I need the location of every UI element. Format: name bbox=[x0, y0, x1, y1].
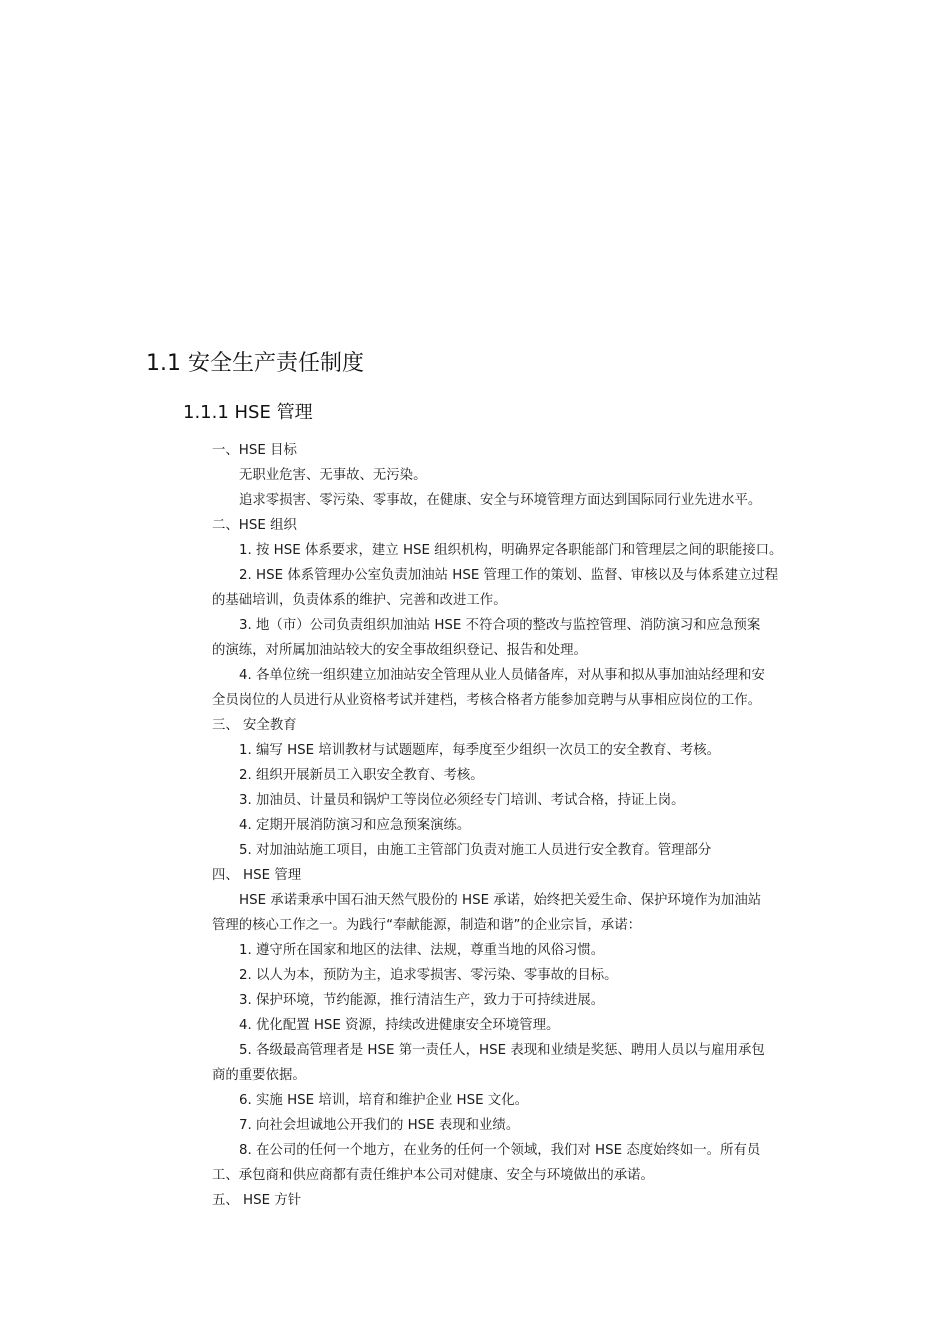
paragraph-line: 2. 以人为本，预防为主，追求零损害、零污染、零事故的目标。 bbox=[239, 968, 618, 983]
section-line: 的基础培训，负责体系的维护、完善和改进工作。 bbox=[212, 593, 507, 608]
section-line: 三、 安全教育 bbox=[212, 718, 297, 733]
paragraph-line: 4. 定期开展消防演习和应急预案演练。 bbox=[239, 818, 471, 833]
paragraph-line: 1. 遵守所在国家和地区的法律、法规，尊重当地的风俗习惯。 bbox=[239, 943, 605, 958]
paragraph-line: 1. 编写 HSE 培训教材与试题题库，每季度至少组织一次员工的安全教育、考核。 bbox=[239, 743, 721, 758]
section-line: 工、承包商和供应商都有责任维护本公司对健康、安全与环境做出的承诺。 bbox=[212, 1168, 654, 1183]
section-line: 商的重要依据。 bbox=[212, 1068, 306, 1083]
section-heading: 1.1 安全生产责任制度 bbox=[146, 351, 364, 376]
paragraph-line: 4. 各单位统一组织建立加油站安全管理从业人员储备库，对从事和拟从事加油站经理和安 bbox=[239, 668, 765, 683]
paragraph-line: 5. 对加油站施工项目，由施工主管部门负责对施工人员进行安全教育。管理部分 bbox=[239, 843, 712, 858]
section-line: 全员岗位的人员进行从业资格考试并建档，考核合格者方能参加竞聘与从事相应岗位的工作。 bbox=[212, 693, 762, 708]
subsection-heading: 1.1.1 HSE 管理 bbox=[183, 402, 313, 423]
paragraph-line: 4. 优化配置 HSE 资源，持续改进健康安全环境管理。 bbox=[239, 1018, 560, 1033]
paragraph-line: 7. 向社会坦诚地公开我们的 HSE 表现和业绩。 bbox=[239, 1118, 520, 1133]
paragraph-line: 2. 组织开展新员工入职安全教育、考核。 bbox=[239, 768, 484, 783]
section-line: 五、 HSE 方针 bbox=[212, 1193, 302, 1208]
section-line: 管理的核心工作之一。为践行“奉献能源，制造和谐”的企业宗旨，承诺： bbox=[212, 918, 641, 933]
section-line: 二、HSE 组织 bbox=[212, 518, 297, 533]
paragraph-line: 3. 加油员、计量员和锅炉工等岗位必须经专门培训、考试合格，持证上岗。 bbox=[239, 793, 685, 808]
paragraph-line: 追求零损害、零污染、零事故，在健康、安全与环境管理方面达到国际同行业先进水平。 bbox=[239, 493, 762, 508]
paragraph-line: 无职业危害、无事故、无污染。 bbox=[239, 468, 427, 483]
section-line: 一、HSE 目标 bbox=[212, 443, 297, 458]
paragraph-line: 8. 在公司的任何一个地方，在业务的任何一个领域，我们对 HSE 态度始终如一。所有员 bbox=[239, 1143, 761, 1158]
paragraph-line: 3. 保护环境，节约能源，推行清洁生产，致力于可持续进展。 bbox=[239, 993, 605, 1008]
paragraph-line: 3. 地（市）公司负责组织加油站 HSE 不符合项的整改与监控管理、消防演习和应急预案 bbox=[239, 618, 761, 633]
section-line: 四、 HSE 管理 bbox=[212, 868, 302, 883]
paragraph-line: 6. 实施 HSE 培训，培育和维护企业 HSE 文化。 bbox=[239, 1093, 528, 1108]
paragraph-line: 2. HSE 体系管理办公室负责加油站 HSE 管理工作的策划、监督、审核以及与体系建立过程 bbox=[239, 568, 779, 583]
document-body bbox=[212, 438, 812, 1213]
section-line: 的演练，对所属加油站较大的安全事故组织登记、报告和处理。 bbox=[212, 643, 587, 658]
paragraph-line: 5. 各级最高管理者是 HSE 第一责任人，HSE 表现和业绩是奖惩、聘用人员以与雇用承包 bbox=[239, 1043, 765, 1058]
paragraph-line: 1. 按 HSE 体系要求，建立 HSE 组织机构，明确界定各职能部门和管理层之间的职能接口。 bbox=[239, 543, 783, 558]
paragraph-line: HSE 承诺秉承中国石油天然气股份的 HSE 承诺，始终把关爱生命、保护环境作为加油站 bbox=[239, 893, 762, 908]
